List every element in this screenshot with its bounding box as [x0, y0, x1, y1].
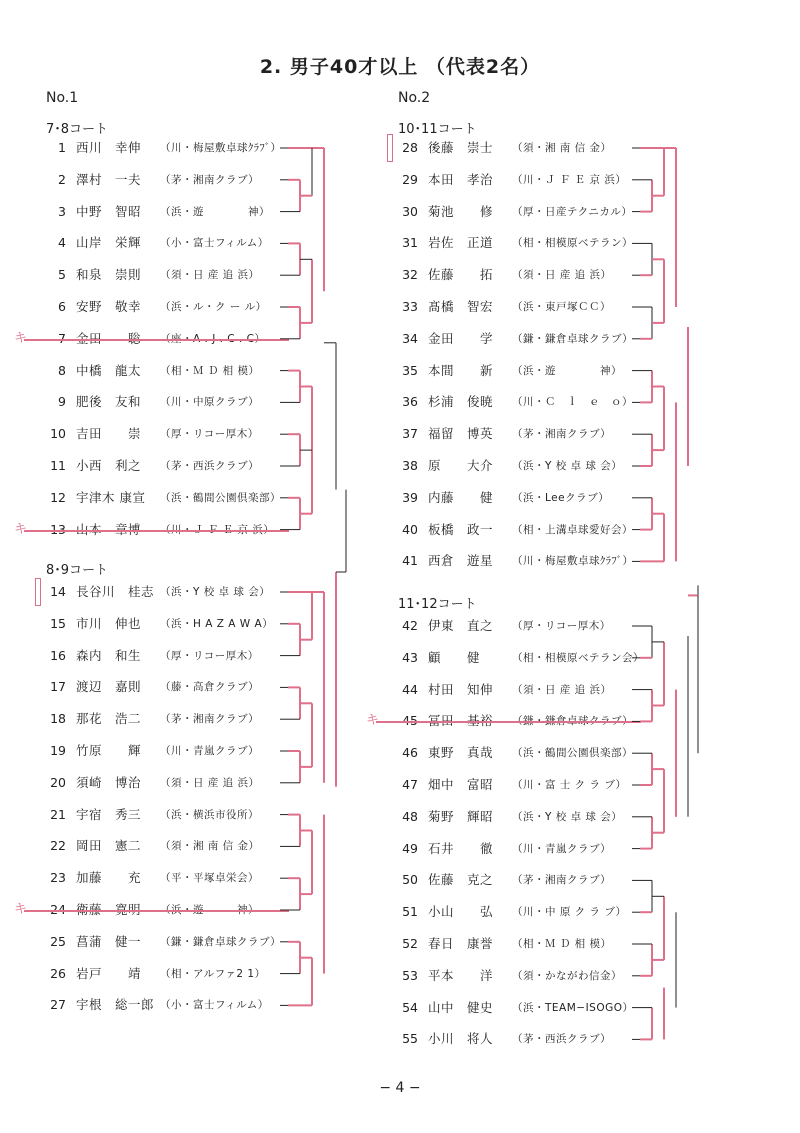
player-name: 佐藤 克之 [428, 872, 494, 888]
player-club: （川・富 士 ク ラ ブ） [512, 779, 627, 791]
player-number: 10 [50, 426, 66, 442]
player-club: （相・上溝卓球愛好会） [512, 523, 633, 536]
player-club: （須・日 産 追 浜） [160, 269, 260, 282]
player-club: （浜・鶴間公園倶楽部） [160, 491, 281, 504]
player-number: 19 [50, 743, 66, 758]
player-name: 宇宿 秀三 [76, 806, 142, 822]
player-name: 菖蒲 健一 [76, 933, 142, 949]
player-number: 35 [402, 362, 418, 378]
player-club: （浜・Y 校 卓 球 会） [512, 810, 623, 823]
strike-mark: キ [366, 713, 380, 729]
player-number: 27 [50, 997, 66, 1013]
player-club: （相・アルファ2 1） [160, 967, 266, 980]
player-club: （浜・ル・ク ー ル） [160, 301, 267, 313]
right-column-heading: No.2 [398, 90, 431, 106]
player-name: 山岸 栄輝 [76, 235, 142, 251]
player-club: （鎌・鎌倉卓球クラブ） [160, 935, 282, 948]
player-name: 杉浦 俊暁 [428, 394, 494, 410]
player-number: 5 [58, 267, 66, 283]
player-name: 菊野 輝昭 [428, 808, 494, 824]
player-club: （川・Ｃ ｌ ｅ ｏ） [512, 396, 633, 409]
player-name: 西倉 遊星 [428, 553, 494, 569]
strike-mark: キ [14, 902, 28, 917]
player-number: 41 [402, 553, 418, 569]
player-number: 47 [402, 777, 418, 792]
player-name: 宇根 総一郎 [76, 997, 155, 1013]
player-number: 49 [402, 840, 418, 856]
player-number: 36 [402, 394, 418, 410]
player-club: （川・青嵐クラブ） [160, 745, 260, 757]
player-name: 和泉 崇則 [76, 267, 142, 283]
player-club: （茅・湘南クラブ） [160, 713, 260, 726]
player-club: （浜・遊 神） [160, 205, 270, 218]
player-number: 14 [50, 584, 66, 599]
player-number: 6 [58, 299, 66, 314]
page-number: − 4 − [379, 1080, 421, 1096]
player-number: 20 [50, 774, 66, 790]
player-club: （須・湘 南 信 金） [512, 142, 612, 154]
player-name: 春日 康誉 [428, 936, 494, 951]
player-name: 原 大介 [428, 458, 494, 473]
player-club: （川・梅屋敷卓球ｸﾗﾌﾞ） [512, 555, 634, 568]
player-club: （茅・湘南クラブ） [512, 428, 612, 441]
player-name: 金田 聡 [76, 330, 142, 346]
player-number: 53 [402, 967, 418, 983]
player-number: 32 [402, 267, 418, 283]
player-name: 那花 浩二 [76, 711, 142, 727]
player-name: 冨田 基裕 [428, 713, 494, 729]
player-number: 30 [402, 203, 418, 219]
player-number: 42 [402, 618, 418, 633]
player-number: 55 [402, 1031, 418, 1047]
player-number: 18 [50, 711, 66, 727]
player-name: 佐藤 拓 [428, 267, 494, 283]
player-number: 46 [402, 745, 418, 761]
player-club: （浜・Leeクラブ） [512, 491, 610, 504]
player-number: 37 [402, 426, 418, 442]
player-number: 16 [50, 647, 66, 663]
player-name: 板橋 政一 [428, 521, 494, 537]
court-label-7-8: 7･8コート [46, 122, 109, 137]
player-number: 25 [50, 933, 66, 949]
player-name: 菊池 修 [428, 203, 494, 219]
player-number: 21 [50, 806, 66, 822]
player-name: 東野 真哉 [428, 745, 494, 761]
player-number: 52 [402, 936, 418, 951]
player-number: 54 [402, 999, 418, 1015]
player-name: 加藤 充 [76, 870, 142, 886]
player-club: （茅・西浜クラブ） [160, 460, 260, 472]
player-name: 中橋 龍太 [76, 362, 142, 378]
player-name: 澤村 一夫 [76, 171, 142, 187]
player-number: 39 [402, 489, 418, 505]
player-name: 小川 将人 [428, 1031, 494, 1047]
player-number: 2 [58, 171, 66, 187]
player-club: （厚・リコー厚木） [512, 620, 611, 632]
player-club: （須・かながわ信金） [512, 969, 622, 982]
player-club: （川・中原クラブ） [160, 396, 260, 409]
player-name: 山本 章博 [76, 521, 142, 537]
player-name: 岩戸 靖 [76, 965, 142, 981]
player-club: （川・梅屋敷卓球ｸﾗﾌﾞ） [160, 142, 282, 154]
player-number: 3 [58, 203, 66, 219]
player-name: 宇津木 康宣 [76, 489, 146, 505]
player-name: 中野 智昭 [76, 203, 142, 219]
player-number: 31 [402, 235, 418, 251]
player-number: 38 [402, 458, 418, 473]
player-number: 17 [50, 679, 66, 695]
player-club: （須・湘 南 信 金） [160, 840, 260, 853]
player-number: 11 [50, 458, 66, 473]
player-club: （須・日 産 追 浜） [160, 776, 260, 789]
player-club: （茅・湘南クラブ） [512, 874, 612, 887]
player-club: （鎌・鎌倉卓球クラブ） [512, 332, 634, 345]
page-title: 2. 男子40才以上 （代表2名） [259, 56, 541, 78]
player-club: （須・日 産 追 浜） [512, 269, 612, 282]
player-club: （須・日 産 追 浜） [512, 683, 612, 696]
player-name: 市川 伸也 [76, 615, 142, 631]
player-club: （茅・西浜クラブ） [512, 1033, 612, 1046]
player-name: 福留 博英 [428, 426, 494, 442]
player-club: （浜・遊 神） [512, 364, 622, 377]
player-name: 平本 洋 [428, 967, 494, 983]
player-name: 渡辺 嘉則 [76, 679, 142, 695]
player-name: 顧 健 [428, 649, 481, 665]
player-number: 43 [402, 649, 418, 665]
player-name: 小西 利之 [76, 458, 142, 473]
player-club: （浜・横浜市役所） [160, 808, 259, 821]
player-club: （浜・鶴間公園倶楽部） [512, 747, 633, 760]
player-club: （相・相模原ベテラン） [512, 237, 633, 250]
player-name: 岡田 憲二 [76, 838, 142, 854]
player-name: 肥後 友和 [76, 394, 142, 410]
strike-mark: キ [14, 521, 28, 537]
player-name: 森内 和生 [76, 647, 142, 663]
player-name: 西川 幸伸 [76, 140, 142, 155]
player-number: 1 [58, 140, 66, 155]
player-number: 9 [58, 394, 66, 410]
player-club: （厚・日産テクニカル） [512, 205, 633, 218]
player-club: （相・相模原ベテラン会） [512, 651, 644, 664]
player-name: 内藤 健 [428, 489, 494, 505]
player-name: 後藤 崇士 [428, 140, 494, 155]
player-club: （浜・TEAM−ISOGO） [512, 1001, 634, 1014]
player-club: （茅・湘南クラブ） [160, 173, 260, 186]
player-club: （藤・高倉クラブ） [160, 681, 260, 694]
player-name: 須崎 博治 [76, 774, 142, 790]
player-club: （浜・H A Z A W A） [160, 617, 274, 630]
player-number: 40 [402, 521, 418, 537]
player-number: 22 [50, 838, 66, 854]
player-club: （浜・Y 校 卓 球 会） [512, 460, 623, 472]
player-name: 衛藤 寛明 [76, 902, 142, 917]
player-club: （相・Ｍ Ｄ 相 模） [160, 364, 260, 377]
player-number: 7 [58, 330, 66, 346]
player-club: （浜・遊 神） [160, 904, 259, 916]
player-name: 吉田 崇 [76, 426, 142, 442]
player-name: 石井 徹 [428, 840, 494, 856]
player-number: 24 [50, 902, 66, 917]
player-number: 15 [50, 615, 66, 631]
player-club: （相・Ｍ Ｄ 相 模） [512, 938, 612, 950]
player-number: 23 [50, 870, 66, 886]
player-club: （浜・Y 校 卓 球 会） [160, 586, 271, 598]
player-club: （川・Ｊ Ｆ Ｅ 京 浜） [512, 173, 627, 186]
player-name: 本間 新 [428, 362, 494, 378]
player-number: 34 [402, 330, 418, 346]
player-number: 48 [402, 808, 418, 824]
player-name: 畑中 富昭 [428, 777, 494, 792]
player-club: （鎌・鎌倉卓球クラブ） [512, 715, 634, 728]
player-club: （厚・リコー厚木） [160, 428, 259, 441]
player-name: 竹原 輝 [76, 743, 142, 758]
player-name: 長谷川 桂志 [76, 584, 155, 599]
player-number: 44 [402, 681, 418, 697]
player-name: 髙橋 智宏 [428, 299, 494, 314]
player-name: 岩佐 正道 [428, 235, 494, 251]
player-number: 26 [50, 965, 66, 981]
player-name: 小山 弘 [428, 904, 494, 920]
player-club: （厚・リコー厚木） [160, 649, 259, 662]
player-club: （平・平塚卓栄会） [160, 872, 259, 885]
player-number: 50 [402, 872, 418, 888]
left-column-heading: No.1 [46, 90, 79, 106]
player-club: （小・富士フィルム） [160, 237, 269, 250]
player-club: （川・Ｊ Ｆ Ｅ 京 浜） [160, 523, 275, 536]
strike-mark: キ [14, 330, 28, 346]
player-name: 山中 健史 [428, 999, 494, 1015]
player-number: 12 [50, 489, 66, 505]
player-name: 本田 孝治 [428, 171, 494, 187]
player-club: （川・中 原 ク ラ ブ） [512, 906, 627, 919]
player-club: （川・青嵐クラブ） [512, 842, 612, 855]
player-club: （小・富士フィルム） [160, 999, 269, 1012]
player-number: 51 [402, 904, 418, 920]
player-number: 4 [58, 235, 66, 251]
court-label-10-11: 10･11コート [398, 122, 477, 137]
player-club: （浜・東戸塚ＣＣ） [512, 301, 611, 313]
player-number: 45 [402, 713, 418, 729]
player-name: 金田 学 [428, 330, 494, 346]
player-name: 伊東 直之 [428, 618, 494, 633]
player-number: 33 [402, 299, 418, 314]
court-label-8-9: 8･9コート [46, 563, 109, 578]
player-number: 13 [50, 521, 66, 537]
player-club: （座・A . J . C . C） [160, 332, 266, 345]
player-name: 村田 知伸 [428, 681, 494, 697]
player-name: 安野 敬幸 [76, 299, 142, 314]
player-number: 8 [58, 362, 66, 378]
player-number: 28 [402, 140, 418, 155]
court-label-11-12: 11･12コート [398, 597, 477, 612]
player-number: 29 [402, 171, 418, 187]
